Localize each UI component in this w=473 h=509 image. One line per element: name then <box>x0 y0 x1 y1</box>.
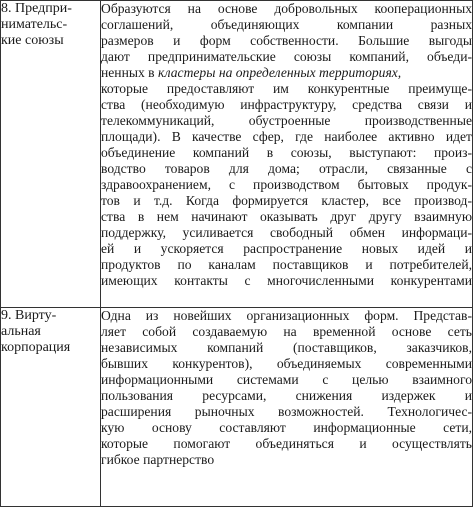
term-cell <box>1 1 101 308</box>
definition-line: объединение компаний в союзы, выступают: произ- <box>101 145 472 160</box>
definition-line: дают предпринимательские союзы компаний, объеди- <box>101 49 472 64</box>
definition-line: гибкое партнерство <box>101 452 215 467</box>
term-line: кие союзы <box>1 33 64 48</box>
definition-text: ненных в <box>101 65 159 80</box>
definition-line: ства (необходимую инфраструктуру, средства связи и <box>101 97 472 112</box>
term-line: 8. Предпри- <box>1 1 72 16</box>
definition-line: площади). В качестве сфер, где наиболее активно идет <box>101 129 472 144</box>
definition-cell <box>101 308 473 507</box>
definition-line: Образуются на основе добровольных кооперационных <box>101 1 472 16</box>
table-row <box>1 1 473 308</box>
definition-line: имеющих контакты с многочисленными конкурентами <box>101 273 472 288</box>
term-line: альная <box>1 324 41 339</box>
definition-line: соглашений, объединяющих компании разных <box>101 17 472 32</box>
term-line: нимательс- <box>1 17 68 32</box>
term-line: корпорация <box>1 340 71 355</box>
definition-line: поддержку, усиливается свободный обмен информаци- <box>101 225 472 240</box>
definition-line: которые помогают объединяться и осуществлять <box>101 436 472 451</box>
definition-line: тов и т.д. Когда формируется кластер, все производ- <box>101 193 472 208</box>
term-line: 9. Вирту- <box>1 308 57 323</box>
definition-line: пользования ресурсами, снижения издержек и <box>101 388 472 403</box>
definition-line: ства в нем начинают оказывать друг другу взаимную <box>101 209 472 224</box>
definition-line: которые предоставляют им конкурентные преимуще- <box>101 81 472 96</box>
definition-line: бывших конкурентов), объединяемых современными <box>101 356 472 371</box>
table-row <box>1 308 473 507</box>
definition-line: Одна из новейших организационных форм. Представ- <box>101 308 472 323</box>
definition-line: ляет собой создаваемую на временной основе сеть <box>101 324 472 339</box>
definition-line <box>101 65 472 81</box>
definition-line: кую основу составляют информационные сети, <box>101 420 472 435</box>
italic-emphasis: кластеры на определенных территориях, <box>158 65 402 80</box>
definition-cell <box>101 1 473 308</box>
definition-line: продуктов по каналам поставщиков и потребителей, <box>101 257 472 272</box>
term-cell <box>1 308 101 507</box>
definition-line: размеров и форм собственности. Большие выгоды <box>101 33 472 48</box>
definition-line: телекоммуникаций, обустроенные производственные <box>101 113 472 128</box>
definition-line: информационными системами с целью взаимного <box>101 372 472 387</box>
definition-line: ей и ускоряется распространение новых идей и <box>101 241 472 256</box>
definition-line: здравоохранением, с производством бытовых продук- <box>101 177 472 192</box>
definition-line: водство товаров для дома; отрасли, связанные с <box>101 161 472 176</box>
definition-line: независимых компаний (поставщиков, заказчиков, <box>101 340 472 355</box>
definition-line: расширения рыночных возможностей. Технологичес- <box>101 404 472 419</box>
